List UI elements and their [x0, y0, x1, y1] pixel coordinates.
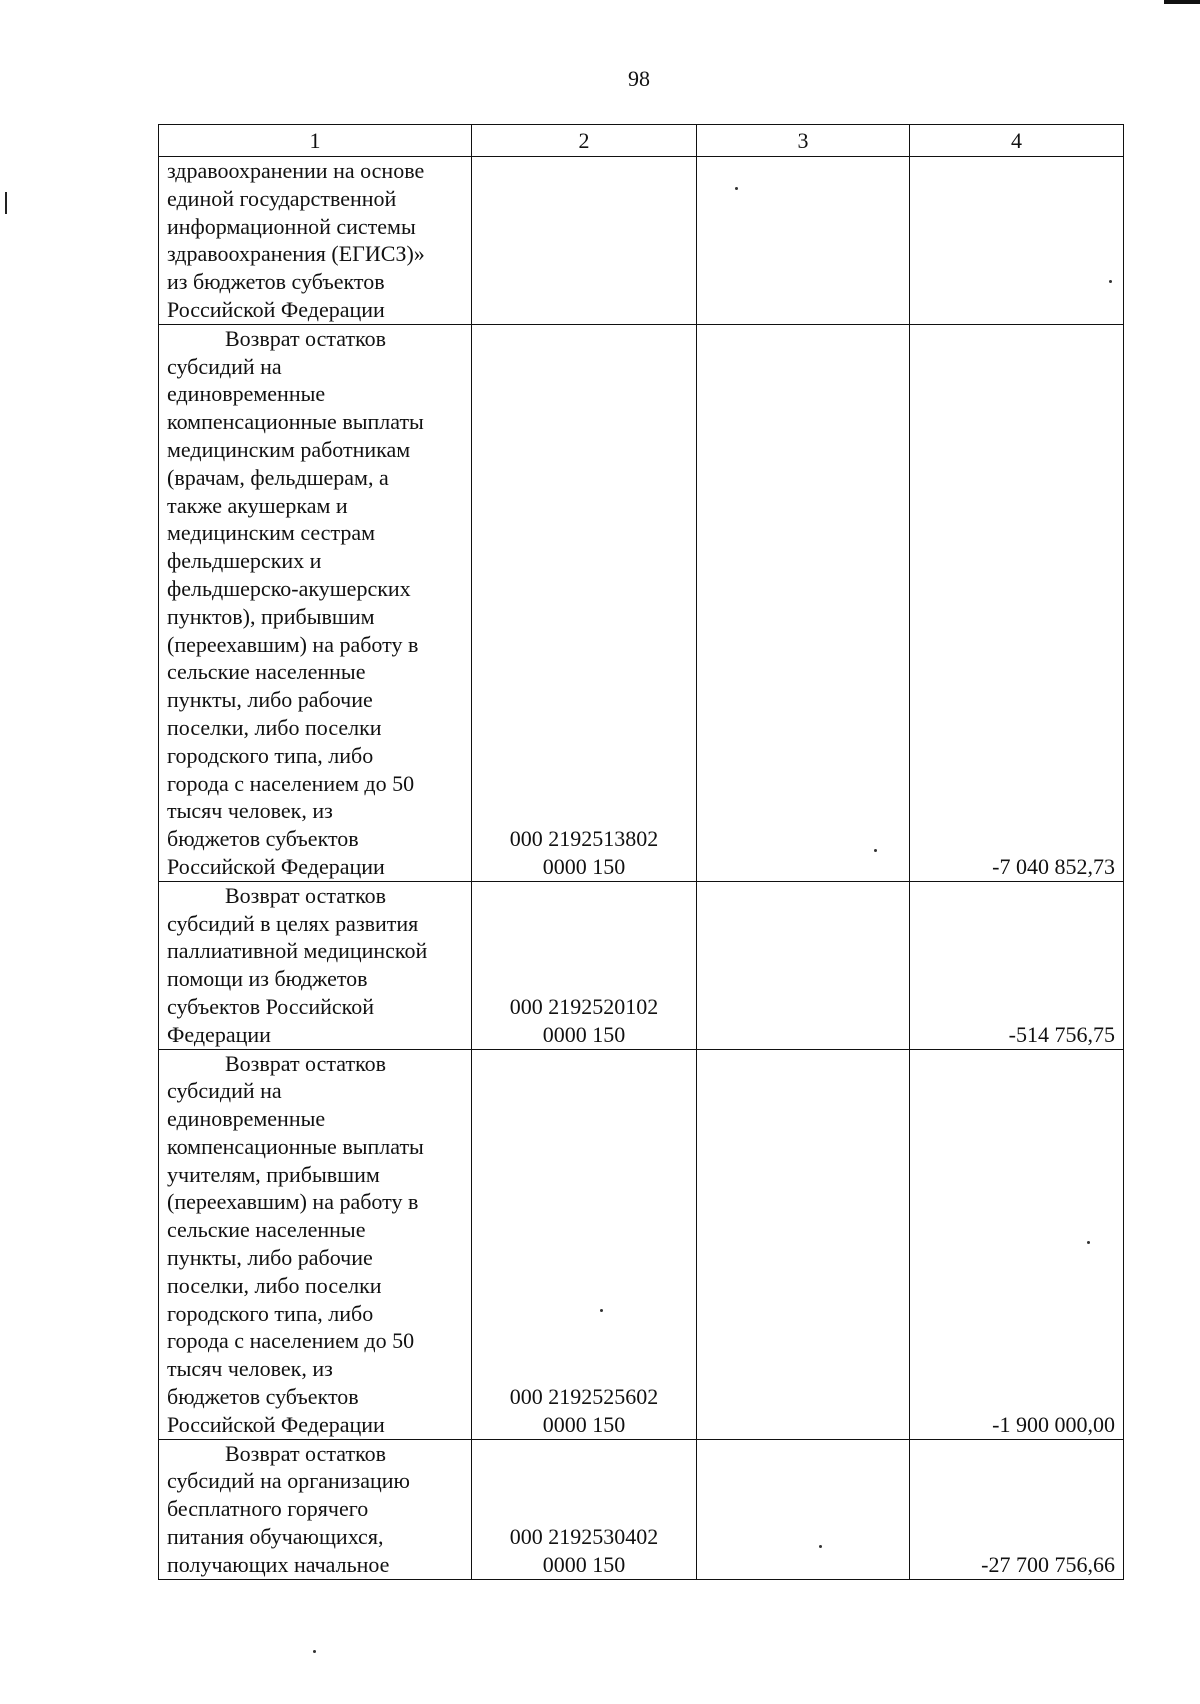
table-row [159, 1049, 1124, 1439]
table-header-row [159, 125, 1124, 157]
description-line: компенсационные выплаты [167, 1133, 424, 1159]
description-line: Российской Федерации [167, 1411, 385, 1437]
description-line: Российской Федерации [167, 853, 385, 879]
budget-code-line: 000 2192530402 [509, 1524, 659, 1550]
budget-code [472, 1049, 697, 1439]
column-3-cell [697, 881, 910, 1049]
description-line: помощи из бюджетов [167, 966, 368, 992]
description-line: Российской Федерации [167, 296, 385, 322]
budget-code-line: 0000 150 [542, 853, 626, 879]
description-line: сельские населенные [167, 659, 366, 685]
table-row [159, 324, 1124, 881]
description-line: (переехавшим) на работу в [167, 1189, 419, 1215]
column-header: 1 [159, 125, 472, 157]
row-description [159, 157, 472, 325]
description-line: получающих начальное [167, 1551, 390, 1577]
budget-code-line: 000 2192513802 [509, 826, 659, 852]
column-3-cell [697, 1049, 910, 1439]
row-description [159, 881, 472, 1049]
description-line: субсидий на [167, 353, 282, 379]
column-header: 2 [472, 125, 697, 157]
table-row [159, 1439, 1124, 1579]
description-line: Возврат остатков [225, 882, 387, 908]
column-header: 4 [910, 125, 1124, 157]
description-line: бюджетов субъектов [167, 1384, 359, 1410]
description-line: субсидий в целях развития [167, 910, 419, 936]
description-line: субъектов Российской [167, 993, 375, 1019]
scan-speck [1109, 280, 1112, 283]
table-row [159, 881, 1124, 1049]
description-line: (переехавшим) на работу в [167, 631, 419, 657]
description-line: Возврат остатков [225, 1050, 387, 1076]
column-header: 3 [697, 125, 910, 157]
scan-speck [313, 1650, 316, 1653]
description-line: пункты, либо рабочие [167, 1245, 373, 1271]
description-line: медицинским сестрам [167, 520, 376, 546]
column-3-cell [697, 324, 910, 881]
description-line: бюджетов субъектов [167, 826, 359, 852]
description-line: города с населением до 50 [167, 1328, 415, 1354]
description-line: субсидий на организацию [167, 1468, 410, 1494]
description-line: компенсационные выплаты [167, 409, 424, 435]
column-3-cell [697, 1439, 910, 1579]
budget-code-line: 000 2192525602 [509, 1384, 659, 1410]
description-line: из бюджетов субъектов [167, 269, 385, 295]
budget-code [472, 1439, 697, 1579]
description-line: единовременные [167, 1106, 326, 1132]
description-line: поселки, либо поселки [167, 714, 382, 740]
description-line: пунктов), прибывшим [167, 603, 375, 629]
scan-speck [1087, 1241, 1090, 1244]
budget-code [472, 324, 697, 881]
description-line: субсидий на [167, 1078, 282, 1104]
scan-speck [735, 187, 738, 190]
description-line: городского типа, либо [167, 1300, 374, 1326]
description-line: Федерации [167, 1021, 271, 1047]
scan-speck [600, 1309, 603, 1312]
budget-code-line: 0000 150 [542, 1411, 626, 1437]
description-line: медицинским работникам [167, 436, 411, 462]
amount: -514 756,75 [910, 881, 1124, 1049]
description-line: тысяч человек, из [167, 798, 333, 824]
amount: -7 040 852,73 [910, 324, 1124, 881]
amount: -1 900 000,00 [910, 1049, 1124, 1439]
budget-code [472, 157, 697, 325]
description-line: городского типа, либо [167, 742, 374, 768]
description-line: учителям, прибывшим [167, 1161, 380, 1187]
description-line: сельские населенные [167, 1217, 366, 1243]
margin-tick [5, 192, 7, 214]
description-line: бесплатного горячего [167, 1496, 369, 1522]
description-line: (врачам, фельдшерам, а [167, 464, 389, 490]
amount [910, 157, 1124, 325]
description-line: фельдшерско-акушерских [167, 575, 411, 601]
description-line: питания обучающихся, [167, 1524, 384, 1550]
scan-speck [874, 849, 877, 852]
description-line: здравоохранения (ЕГИСЗ)» [167, 241, 425, 267]
row-description [159, 1439, 472, 1579]
row-description [159, 324, 472, 881]
amount: -27 700 756,66 [910, 1439, 1124, 1579]
budget-code [472, 881, 697, 1049]
corner-rule [1164, 0, 1200, 4]
budget-code-line: 000 2192520102 [509, 993, 659, 1019]
budget-code-line: 0000 150 [542, 1021, 626, 1047]
table-row [159, 157, 1124, 325]
description-line: города с населением до 50 [167, 770, 415, 796]
column-3-cell [697, 157, 910, 325]
description-line: единовременные [167, 381, 326, 407]
description-line: паллиативной медицинской [167, 938, 428, 964]
description-line: пункты, либо рабочие [167, 687, 373, 713]
page-number: 98 [628, 66, 650, 91]
description-line: информационной системы [167, 213, 416, 239]
description-line: единой государственной [167, 185, 397, 211]
description-line: Возврат остатков [225, 1440, 387, 1466]
description-line: поселки, либо поселки [167, 1272, 382, 1298]
description-line: также акушеркам и [167, 492, 348, 518]
description-line: Возврат остатков [225, 325, 387, 351]
budget-code-line: 0000 150 [542, 1551, 626, 1577]
budget-table [158, 124, 1124, 1580]
description-line: здравоохранении на основе [167, 158, 425, 183]
scan-speck [819, 1545, 822, 1548]
description-line: фельдшерских и [167, 548, 322, 574]
description-line: тысяч человек, из [167, 1356, 333, 1382]
row-description [159, 1049, 472, 1439]
